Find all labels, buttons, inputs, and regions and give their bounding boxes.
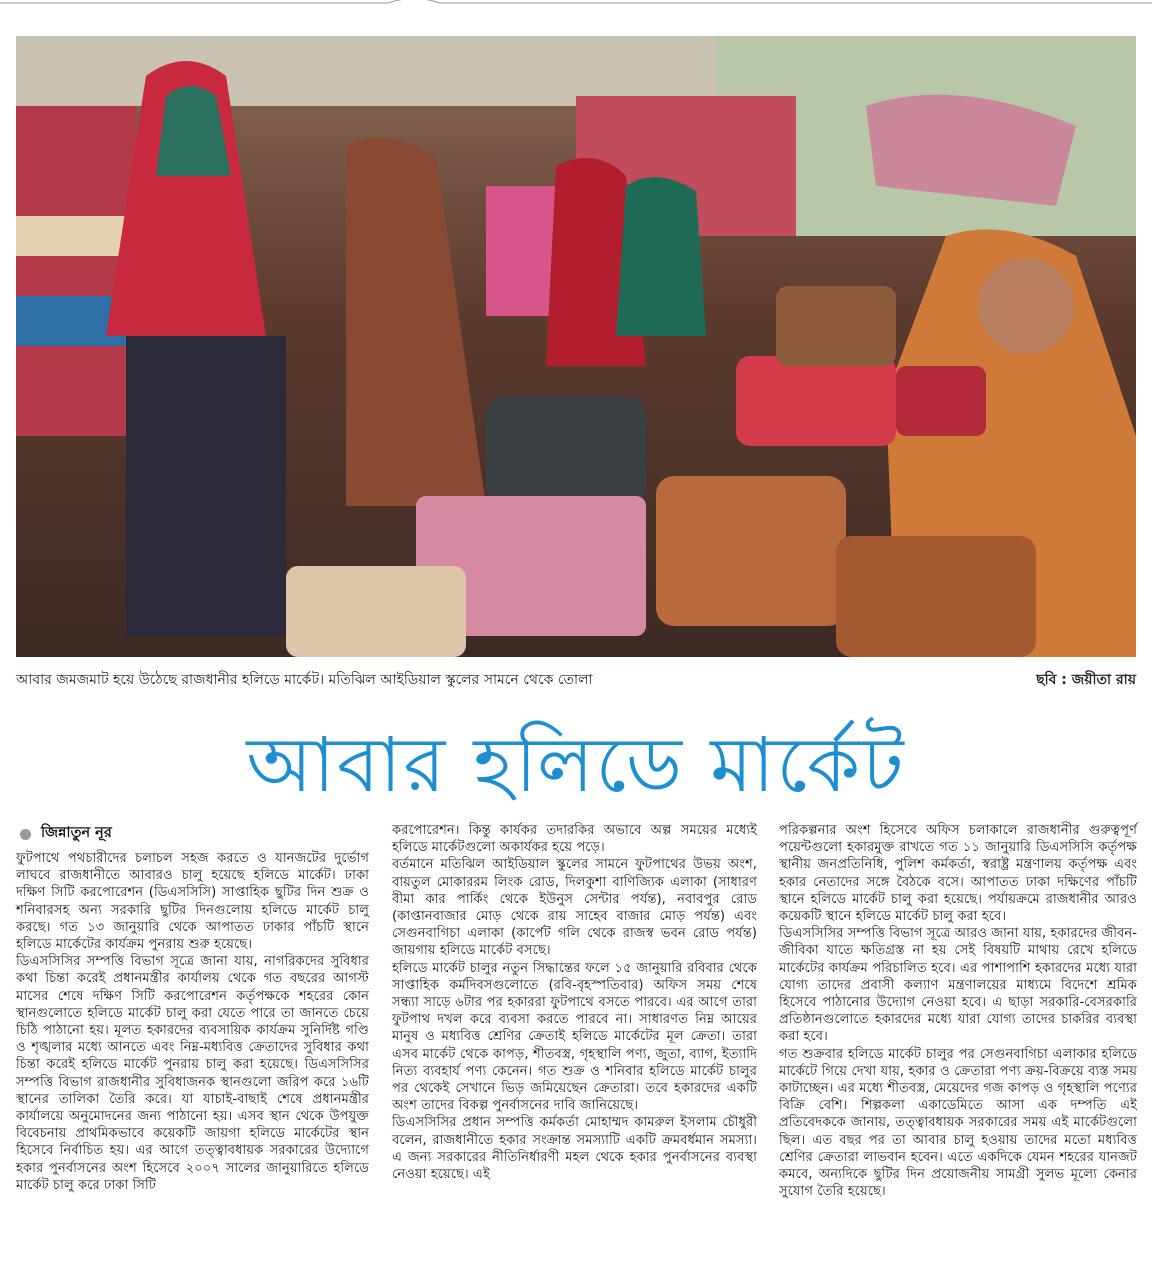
paragraph: বর্তমানে মতিঝিল আইডিয়াল স্কুলের সামনে ফুটপাথের উভয় অংশ, বায়তুল মোকাররম লিংক রোড, দিলকুশা বাণিজ্যিক এলাকা (সাধারণ বীমা কার পার্কিং থেকে ইউনুস সেন্টার পর্যন্ত), নবাবপুর রোড (কাপ্তানবাজার মোড় থেকে রায় সাহেব বাজার মোড় পর্যন্ত) এবং সেগুনবাগিচা এলাকা (কার্পেট গলি থেকে রাজস্ব ভবন রোড পর্যন্ত) জায়গায় হলিডে মার্কেট বসছে। (392, 857, 757, 959)
paragraph: করপোরেশন। কিন্তু কার্যকর তদারকির অভাবে অল্প সময়ের মধ্যেই হলিডে মার্কেটগুলো অকার্যকর হয়ে পড়ে। (392, 823, 757, 856)
paragraph: পরিকল্পনার অংশ হিসেবে অফিস চলাকালে রাজধানীর গুরুত্বপূর্ণ পয়েন্টগুলো হকারমুক্ত রাখতে গত ১১ জানুয়ারি ডিএসসিসি কর্তৃপক্ষ স্থানীয় জনপ্রতিনিধি, পুলিশ কর্মকর্তা, স্বরাষ্ট্র মন্ত্রণালয় কর্তৃপক্ষ এবং হকার নেতাদের সঙ্গে বৈঠকে বসে। আপাতত ঢাকা দক্ষিণের পাঁচটি স্থানে হলিডে মার্কেট চালু করা হয়েছে। পর্যায়ক্রমে রাজধানীর আরও কয়েকটি স্থানে হলিডে মার্কেট চালু করা হবে। (779, 823, 1137, 925)
paragraph: হলিডে মার্কেট চালুর নতুন সিদ্ধান্তের ফলে ১৫ জানুয়ারি রবিবার থেকে সাপ্তাহিক কর্মদিবসগুলোতে (রবি-বৃহস্পতিবার) অফিস সময় শেষে সন্ধ্যা সাড়ে ৬টার পর হকাররা ফুটপাথে বসতে পারবে। এর আগে তারা ফুটপাথ দখল করে ব্যবসা করতে পারবে না। সাধারণত নিম্ন আয়ের মানুষ ও মধ্যবিত্ত শ্রেণির ক্রেতাই হলিডে মার্কেটের মূল ক্রেতা। তারা এসব মার্কেট থেকে কাপড়, শীতবস্ত্র, গৃহস্থালি পণ্য, জুতা, ব্যাগ, ইত্যাদি নিত্য ব্যবহার্য পণ্য কেনেন। গত শুক্র ও শনিবার হলিডে মার্কেট চালুর পর থেকেই সেখানে ভিড় জমিয়েছেন ক্রেতারা। তবে হকারদের একটি অংশ তাদের বিকল্প পুনর্বাসনের দাবি জানিয়েছে। (392, 960, 757, 1114)
byline-bullet-icon (20, 829, 31, 840)
paragraph: ডিএসসিসির সম্পত্তি বিভাগ সূত্রে জানা যায়, নাগরিকদের সুবিধার কথা চিন্তা করেই প্রধানমন্ত্রীর কার্যালয় থেকে গত বছরের আগস্ট মাসের শেষে দক্ষিণ সিটি করপোরেশন কর্তৃপক্ষকে শহরের কোন স্থানগুলোতে হলিডে মার্কেট চালু করা যেতে পারে তা জানতে চেয়ে চিঠি পাঠানো হয়। মূলত হকারদের ব্যবসায়িক কার্যক্রম সুনির্দিষ্ট গণ্ডি ও শৃঙ্খলার মধ্যে আনতে এবং নিম্ন-মধ্যবিত্ত ক্রেতাদের সুবিধার কথা চিন্তা করেই হলিডে মার্কেট পুনরায় চালু করা হয়েছে। ডিএসসিসির সম্পত্তি বিভাগ রাজধানীর সুবিধাজনক স্থানগুলো জরিপ করে ১৬টি স্থানের তালিকা তৈরি করে। যা যাচাই-বাছাই শেষে প্রধানমন্ত্রীর কার্যালয়ে অনুমোদনের জন্য পাঠানো হয়। এসব স্থান থেকে উপযুক্ত বিবেচনায় প্রাথমিকভাবে কয়েকটি জায়গা হলিডে মার্কেটের স্থান হিসেবে নির্বাচিত হয়। এর আগে তত্ত্বাবধায়ক সরকারের উদ্যোগে হকার পুনর্বাসনের অংশ হিসেবে ২০০৭ সালের জানুয়ারিতে হলিডে মার্কেট চালু করে ঢাকা সিটি (16, 954, 369, 1193)
paragraph: ফুটপাথে পথচারীদের চলাচল সহজ করতে ও যানজটের দুর্ভোগ লাঘবে রাজধানীতে আবারও চালু হয়েছে হলিডে মার্কেট। ঢাকা দক্ষিণ সিটি করপোরেশন (ডিএসসিসি) সাপ্তাহিক ছুটির দিন শুক্র ও শনিবারসহ অন্য সরকারি ছুটির দিনগুলোয় হলিডে মার্কেট চালু করছে। গত ১৩ জানুয়ারি থেকে আপাতত ঢাকার পাঁচটি স্থানে হলিডে মার্কেটের কার্যক্রম পুনরায় শুরু হয়েছে। (16, 851, 369, 953)
headline: আবার হলিডে মার্কেট (246, 720, 906, 809)
paragraph: ডিএসসিসির সম্পত্তি বিভাগ সূত্রে আরও জানা যায়, হকারদের জীবন-জীবিকা যাতে ক্ষতিগ্রস্ত না হয় সেই বিষয়টি মাথায় রেখে হলিডে মার্কেটের কার্যক্রম পরিচালিত হবে। এর পাশাপাশি হকারদের মধ্যে যারা যোগ্য তাদের প্রবাসী কল্যাণ মন্ত্রণালয়ের মাধ্যমে বিদেশে শ্রমিক হিসেবে পাঠানোর উদ্যোগ নেওয়া হবে। এ ছাড়া সরকারি-বেসরকারি প্রতিষ্ঠানগুলোতে হকারদের মধ্যে যারা যোগ্য তাদের চাকরির ব্যবস্থা করা হবে। (779, 926, 1137, 1045)
article-column-1 (16, 850, 369, 1194)
photo-caption: আবার জমজমাট হয়ে উঠেছে রাজধানীর হলিডে মার্কেট। মতিঝিল আইডিয়াল স্কুলের সামনে থেকে তোলা (16, 672, 593, 688)
article-column-3 (779, 822, 1137, 1200)
page-top-rule (0, 0, 1152, 10)
paragraph: গত শুক্রবার হলিডে মার্কেট চালুর পর সেগুনবাগিচা এলাকার হলিডে মার্কেটে গিয়ে দেখা যায়, হকার ও ক্রেতারা পণ্য ক্রয়-বিক্রয়ে ব্যস্ত সময় কাটাচ্ছেন। এর মধ্যে শীতবস্ত্র, মেয়েদের গজ কাপড় ও গৃহস্থালি পণ্যের বিক্রি বেশি। শিল্পকলা একাডেমিতে আসা এক দম্পতি এই প্রতিবেদককে জানায়, তত্ত্বাবধায়ক সরকারের সময় এই মার্কেটগুলো ছিল। এত বছর পর তা আবার চালু হওয়ায় তাদের মতো মধ্যবিত্ত শ্রেণির ক্রেতারা লাভবান হবেন। এতে একদিকে যেমন শহরের যানজট কমবে, অন্যদিকে ছুটির দিন প্রয়োজনীয় সামগ্রী সুলভ মূল্যে কেনার সুযোগ তৈরি হয়েছে। (779, 1046, 1137, 1200)
byline (20, 822, 112, 846)
author-name: জিন্নাতুন নূর (41, 825, 112, 841)
photo-credit: ছবি : জয়ীতা রায় (1036, 672, 1136, 688)
paragraph: ডিএসসিসির প্রধান সম্পত্তি কর্মকর্তা মোহাম্মদ কামরুল ইসলাম চৌধুরী বলেন, রাজধানীতে হকার সংক্রান্ত সমস্যাটি একটি ক্রমবর্ধমান সমস্যা। এ জন্য সরকারের নীতিনির্ধারণী মহল থেকে হকার পুনর্বাসনের ব্যবস্থা নেওয়া হয়েছে। এই (392, 1115, 757, 1183)
market-photo (16, 36, 1136, 657)
article-column-2 (392, 822, 757, 1183)
